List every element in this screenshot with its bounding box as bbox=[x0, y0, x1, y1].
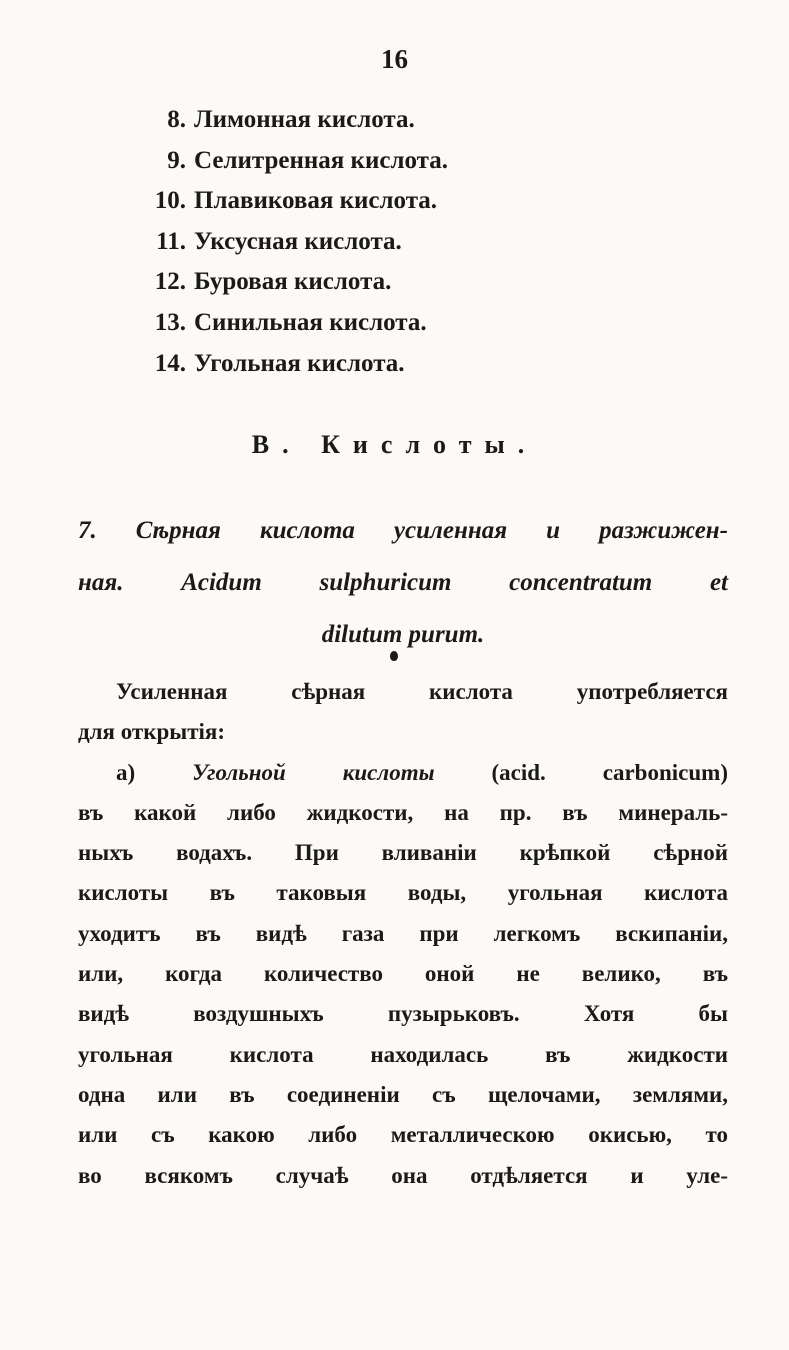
body-text bbox=[78, 672, 728, 1196]
section-heading: В. Кислоты. bbox=[251, 430, 538, 459]
page-number: 16 bbox=[381, 44, 408, 74]
list-item: 11. Уксусная кислота. bbox=[156, 227, 402, 255]
text-line: Усиленная сѣрная кислота употребляется bbox=[116, 679, 728, 704]
entry-title-line: dilutum purum. bbox=[321, 621, 485, 648]
text-line: или, когда количество оной не велико, въ bbox=[78, 961, 728, 987]
text-line: для открытія: bbox=[78, 719, 226, 745]
text-line: въ какой либо жидкости, на пр. въ минераль- bbox=[78, 799, 728, 825]
text-line: видѣ воздушныхъ пузырьковъ. Хотя бы bbox=[78, 1001, 728, 1027]
acid-list bbox=[136, 100, 448, 384]
list-item: 14. Угольная кислота. bbox=[154, 349, 405, 377]
text-line: угольная кислота находилась въ жидкости bbox=[78, 1041, 728, 1067]
entry-title bbox=[78, 505, 728, 661]
entry-title-line: 7. Сѣрная кислота усиленная и разжижен- bbox=[78, 517, 728, 544]
text-line: ныхъ водахъ. При вливаніи крѣпкой сѣрной bbox=[78, 840, 728, 866]
entry-title-line: ная. Acidum sulphuricum concentratum et bbox=[78, 569, 728, 596]
list-item: 13. Синильная кислота. bbox=[154, 308, 427, 336]
text-line: кислоты въ таковыя воды, угольная кислота bbox=[78, 880, 728, 906]
text-line: одна или въ соединеніи съ щелочами, землями, bbox=[78, 1081, 728, 1107]
list-item: 8. Лимонная кислота. bbox=[167, 106, 415, 133]
list-item: 9. Селитренная кислота. bbox=[167, 146, 448, 174]
text-line: или съ какою либо металлическою окисью, то bbox=[78, 1122, 728, 1148]
ornament-dot bbox=[390, 651, 398, 661]
italic-term: Угольной кислоты bbox=[192, 759, 435, 785]
text-line: уходитъ въ видѣ газа при легкомъ вскипаніи, bbox=[78, 920, 728, 946]
list-item: 10. Плавиковая кислота. bbox=[154, 187, 438, 215]
text-line: во всякомъ случаѣ она отдѣляется и уле- bbox=[78, 1162, 728, 1188]
list-item: 12. Буровая кислота. bbox=[154, 268, 392, 296]
text-line: a) Угольной кислоты (acid. carbonicum) bbox=[116, 759, 728, 785]
